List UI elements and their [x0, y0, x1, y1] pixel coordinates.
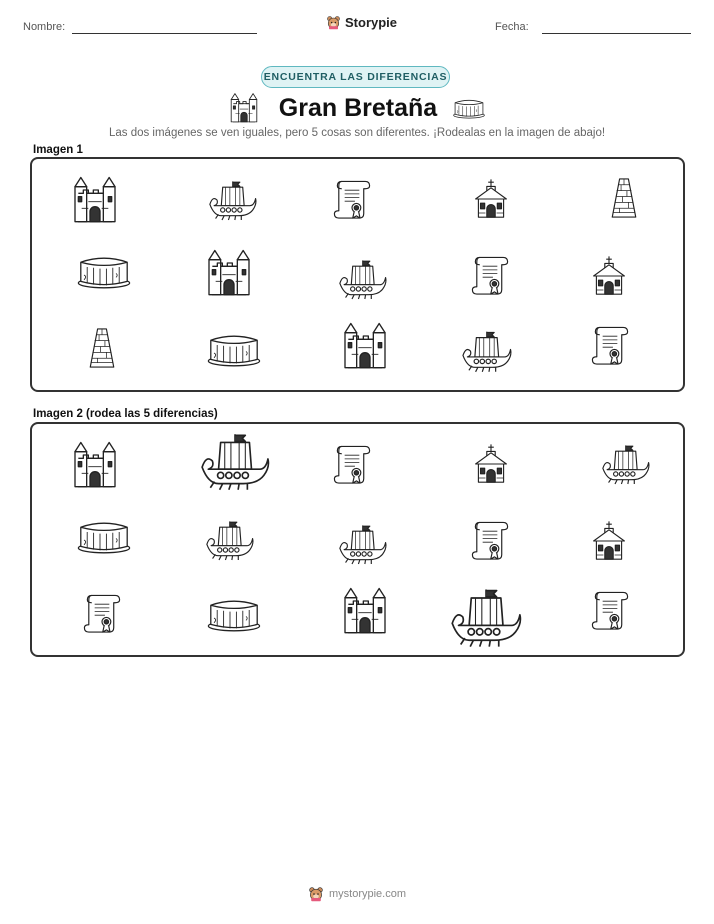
date-field[interactable]	[542, 33, 691, 34]
activity-badge: ENCUENTRA LAS DIFERENCIAS	[261, 66, 450, 88]
scroll-icon	[468, 251, 512, 299]
stonehenge-icon[interactable]	[206, 594, 262, 634]
viking-ship-icon[interactable]	[198, 428, 270, 494]
viking-ship-icon[interactable]	[600, 440, 650, 488]
castle-icon	[340, 321, 390, 371]
scroll-icon	[330, 175, 374, 223]
image2-label: Imagen 2 (rodea las 5 diferencias)	[33, 408, 218, 420]
stonehenge-icon	[76, 251, 132, 291]
viking-ship-icon	[460, 325, 512, 377]
viking-ship-icon[interactable]	[448, 582, 522, 652]
bear-logo-icon	[308, 886, 324, 902]
image2-panel[interactable]	[30, 422, 685, 657]
scroll-icon[interactable]	[80, 588, 124, 638]
scroll-icon[interactable]	[588, 586, 632, 634]
viking-ship-icon	[337, 255, 387, 303]
footer	[0, 886, 714, 902]
footer-site[interactable]: mystorypie.com	[328, 888, 407, 900]
church-icon	[588, 251, 630, 301]
church-icon[interactable]	[588, 516, 630, 566]
name-label: Nombre:	[23, 21, 66, 33]
stonehenge-icon[interactable]	[76, 516, 132, 556]
stonehenge-title-icon	[452, 96, 486, 120]
church-icon[interactable]	[470, 440, 512, 488]
church-icon	[470, 175, 512, 223]
brand-logo	[326, 15, 397, 30]
viking-ship-icon	[207, 175, 257, 225]
viking-ship-icon[interactable]	[337, 520, 387, 568]
brand-name: Storypie	[345, 15, 398, 30]
bear-logo-icon	[326, 15, 341, 30]
scroll-icon[interactable]	[330, 440, 374, 488]
castle-icon[interactable]	[340, 586, 390, 636]
date-label: Fecha:	[495, 21, 529, 33]
viking-ship-icon[interactable]	[204, 516, 254, 564]
scroll-icon	[588, 321, 632, 369]
stonehenge-icon	[206, 329, 262, 369]
castle-icon	[70, 175, 120, 225]
stone-tower-icon	[80, 323, 124, 373]
name-field[interactable]	[72, 33, 257, 34]
scroll-icon[interactable]	[468, 516, 512, 564]
image1-panel	[30, 157, 685, 392]
castle-icon[interactable]	[70, 440, 120, 490]
castle-icon	[204, 247, 254, 299]
image1-label: Imagen 1	[33, 144, 83, 156]
instructions: Las dos imágenes se ven iguales, pero 5 cosas son diferentes. ¡Rodealas en la imagen de abajo!	[108, 127, 606, 139]
stone-tower-icon	[602, 173, 646, 223]
page-title: Gran Bretaña	[278, 93, 438, 122]
